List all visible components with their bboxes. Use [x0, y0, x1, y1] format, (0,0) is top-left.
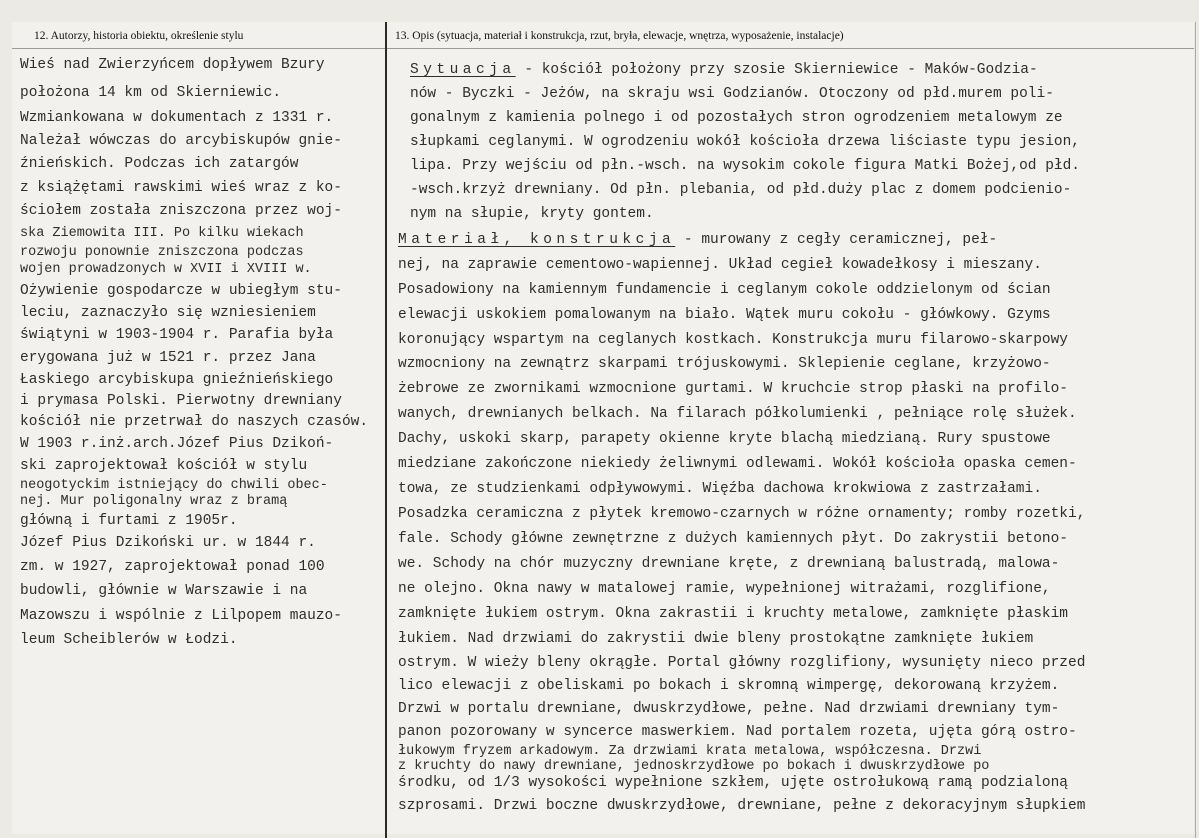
description-line: Posadzka ceramiczna z płytek kremowo-czarnych w różne ornamenty; romby rozetki,	[398, 506, 1086, 522]
description-line: z kruchty do nawy drewniane, jednoskrzydłowe po bokach i dwuskrzydłowe po	[398, 759, 990, 774]
history-line: leum Scheiblerów w Łodzi.	[20, 632, 238, 648]
description-line: towa, ze studzienkami odpływowymi. Więźba dachowa krokwiowa z zastrzałami.	[398, 481, 1042, 497]
history-line: Ożywienie gospodarcze w ubiegłym stu-	[20, 283, 342, 299]
description-line: -wsch.krzyż drewniany. Od płn. plebania, od płd.duży plac z domem podcienio-	[410, 182, 1072, 198]
history-line: i prymasa Polski. Pierwotny drewniany	[20, 393, 342, 409]
description-line: wanych, drewnianych belkach. Na filarach półkolumienki , pełniące rolę służek.	[398, 406, 1077, 422]
history-line: zm. w 1927, zaprojektował ponad 100	[20, 559, 325, 575]
history-line: ski zaprojektował kościół w stylu	[20, 458, 308, 474]
history-line: Wzmiankowana w dokumentach z 1331 r.	[20, 110, 334, 126]
description-line: panon pozorowany w syncerce maswerkiem. Nad portalem rozeta, ujęta górą ostro-	[398, 724, 1077, 740]
section-12-header: 12. Autorzy, historia obiektu, określenie stylu	[34, 30, 244, 42]
description-line: Dachy, uskoki skarp, parapety okienne kryte blachą miedzianą. Rury spustowe	[398, 431, 1051, 447]
section-heading: Materiał, konstrukcja	[398, 232, 676, 248]
history-line: główną i furtami z 1905r.	[20, 513, 238, 529]
description-line: łukiem. Nad drzwiami do zakrystii dwie bleny prostokątne zamknięte łukiem	[398, 631, 1034, 647]
section-heading: Sytuacja	[410, 62, 516, 78]
description-line: Materiał, konstrukcja - murowany z cegły ceramicznej, peł-	[398, 232, 998, 248]
history-line: Józef Pius Dzikoński ur. w 1844 r.	[20, 535, 316, 551]
description-line: fale. Schody główne zewnętrzne z dużych kamiennych płyt. Do zakrystii betono-	[398, 531, 1069, 547]
description-line: słupkami ceglanymi. W ogrodzeniu wokół kościoła drzewa liściaste typu jesion,	[410, 134, 1081, 150]
description-line: gonalnym z kamienia polnego i od pozostałych stron ogrodzeniem metalowym ze	[410, 110, 1063, 126]
description-line: wzmocniony na zewnątrz skarpami trójuskowymi. Sklepienie ceglane, krzyżowo-	[398, 356, 1051, 372]
history-line: położona 14 km od Skierniewic.	[20, 85, 282, 101]
history-line: źnieńskich. Podczas ich zatargów	[20, 156, 299, 172]
history-line: nej. Mur poligonalny wraz z bramą	[20, 494, 288, 509]
history-line: rozwoju ponownie zniszczona podczas	[20, 245, 304, 260]
header-divider	[12, 48, 1194, 49]
description-line: nów - Byczki - Jeżów, na skraju wsi Godzianów. Otoczony od płd.murem poli-	[410, 86, 1054, 102]
history-line: Mazowszu i wspólnie z Lilpopem mauzo-	[20, 608, 342, 624]
description-line: elewacji uskokiem pomalowanym na biało. Wątek muru cokołu - główkowy. Gzyms	[398, 307, 1051, 323]
history-line: kościół nie przetrwał do naszych czasów.	[20, 414, 369, 430]
description-line: koronujący wspartym na ceglanych kostkach. Konstrukcja muru filarowo-skarpowy	[398, 332, 1069, 348]
right-border	[1195, 22, 1196, 838]
history-line: leciu, zaznaczyło się wzniesieniem	[20, 305, 316, 321]
description-line: nym na słupie, kryty gontem.	[410, 206, 654, 222]
history-line: W 1903 r.inż.arch.Józef Pius Dzikoń-	[20, 436, 334, 452]
description-line: Drzwi w portalu drewniane, dwuskrzydłowe, pełne. Nad drzwiami drewniany tym-	[398, 701, 1060, 717]
description-line: szprosami. Drzwi boczne dwuskrzydłowe, drewniane, pełne z dekoracyjnym słupkiem	[398, 798, 1086, 814]
description-line: Posadowiony na kamiennym fundamencie i ceglanym cokole oddzielonym od ścian	[398, 282, 1051, 298]
history-line: erygowana już w 1521 r. przez Jana	[20, 350, 316, 366]
description-line: środku, od 1/3 wysokości wypełnione szkłem, ujęte ostrołukową ramą podzialoną	[398, 775, 1069, 791]
description-line: miedziane zakończone niekiedy żeliwnymi odlewami. Wokół kościoła opaska cemen-	[398, 456, 1077, 472]
history-line: budowli, głównie w Warszawie i na	[20, 583, 308, 599]
section-13-header: 13. Opis (sytuacja, materiał i konstrukcja, rzut, bryła, elewacje, wnętrza, wyposażenie, instalacje)	[395, 30, 844, 42]
history-line: Wieś nad Zwierzyńcem dopływem Bzury	[20, 57, 325, 73]
history-line: neogotyckim istniejący do chwili obec-	[20, 478, 328, 493]
column-divider	[385, 22, 387, 838]
description-line: we. Schody na chór muzyczny drewniane kręte, z drewnianą balustradą, malowa-	[398, 556, 1060, 572]
history-line: Należał wówczas do arcybiskupów gnie-	[20, 133, 342, 149]
history-line: wojen prowadzonych w XVII i XVIII w.	[20, 262, 312, 277]
description-line: Sytuacja - kościół położony przy szosie Skierniewice - Maków-Godzia-	[410, 62, 1038, 78]
description-line: nej, na zaprawie cementowo-wapiennej. Układ cegieł kowadełkosy i mieszany.	[398, 257, 1042, 273]
description-line: łukowym fryzem arkadowym. Za drzwiami krata metalowa, współczesna. Drzwi	[398, 744, 982, 759]
description-line: ne olejno. Okna nawy w matalowej ramie, wypełnionej witrażami, rozglifione,	[398, 581, 1051, 597]
history-line: świątyni w 1903-1904 r. Parafia była	[20, 327, 334, 343]
history-line: ściołem została zniszczona przez woj-	[20, 203, 342, 219]
history-line: ska Ziemowita III. Po kilku wiekach	[20, 226, 304, 241]
description-line: lico elewacji z obeliskami po bokach i skromną wimpergę, dekorowaną krzyżem.	[398, 678, 1060, 694]
history-line: Łaskiego arcybiskupa gnieźnieńskiego	[20, 372, 334, 388]
description-line: ostrym. W wieży bleny okrągłe. Portal główny rozglifiony, wysunięty nieco przed	[398, 655, 1086, 671]
description-line: żebrowe ze zwornikami wzmocnione gurtami. W kruchcie strop płaski na profilo-	[398, 381, 1069, 397]
history-line: z książętami rawskimi wieś wraz z ko-	[20, 180, 342, 196]
description-line: zamknięte łukiem ostrym. Okna zakrastii i kruchty metalowe, zamknięte płaskim	[398, 606, 1069, 622]
description-line: lipa. Przy wejściu od płn.-wsch. na wysokim cokole figura Matki Bożej,od płd.	[410, 158, 1081, 174]
